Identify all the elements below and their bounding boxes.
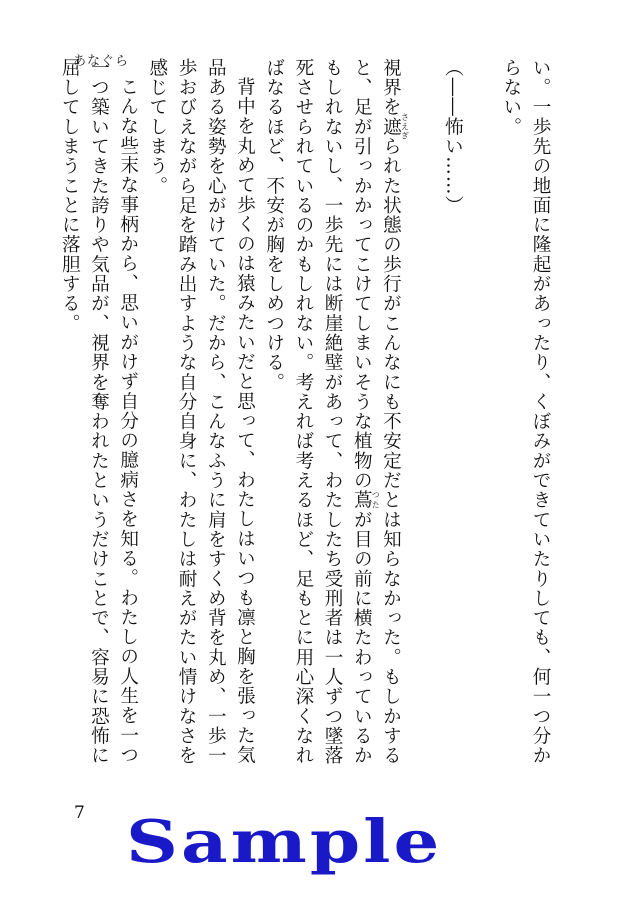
page-number: 7 [74,803,85,823]
ruby-reading: さえぎ [400,113,410,141]
vertical-body-text [59,58,555,770]
paragraph-text: られた状態の歩行がこんなにも不安定だとは知らなかった。もしかすると、足が引っかかってこけてしまいそうな植物の蔦 つたが目の前に横たわっているかもしれないし、一歩先には断崖絶壁があって、わたしたち受刑者は一人ずつ墜落死させられているのかもしれない。考えれば考えるほど、足もとに用心深くなればなるほど、不安が胸をしめつける。 [263,58,402,766]
blank-line [409,58,438,770]
inner-monologue: （――怖い……） [442,58,464,216]
ruby-annotation [380,113,410,141]
ruby-base: 遮 [380,113,402,141]
paragraph: い。一歩先の地面に隆起があったり、くぼみができていたりしても、何一つ分からない。 [500,58,551,766]
paragraph: 背中を丸めて歩くのは猿みたいだと思って、わたしはいつも凛と胸を張った気品ある姿勢を心がけていた。だから、こんなふうに肩をすくめ背を丸め、一歩一歩おびえながら足を踏み出すような自分自身に、わたしは耐えがたい情けなさを感じてしまう。 [146,58,256,766]
running-header-title: あなぐら [73,54,130,69]
ruby-annotation: 蔦 つた [351,490,381,510]
paragraph: 視界を遮 さえぎられた状態の歩行がこんなにも不安定だとは知らなかった。もしかすると、足が引っかかってこけてしまいそうな植物の蔦 つたが目の前に横たわっているかもしれないし、一歩先には断崖絶壁があって、わたしたち受刑者は一人ずつ墜落死させられているのかもしれない。考えれば考えるほど、足もとに用心深くなればなるほど、不安が胸をしめつける。 [263,58,410,766]
sample-watermark: Sample [126,806,443,876]
paragraph: こんな些末な事柄から、思いがけず自分の臆病さを知る。わたしの人生を一つ一つ築いてきた誇りや気品が、視界を奪われたというだけことで、容易に恐怖に屈してしまうことに落胆する。 [59,58,139,766]
ruby-reading: つた [371,490,381,510]
blank-line [467,58,496,770]
